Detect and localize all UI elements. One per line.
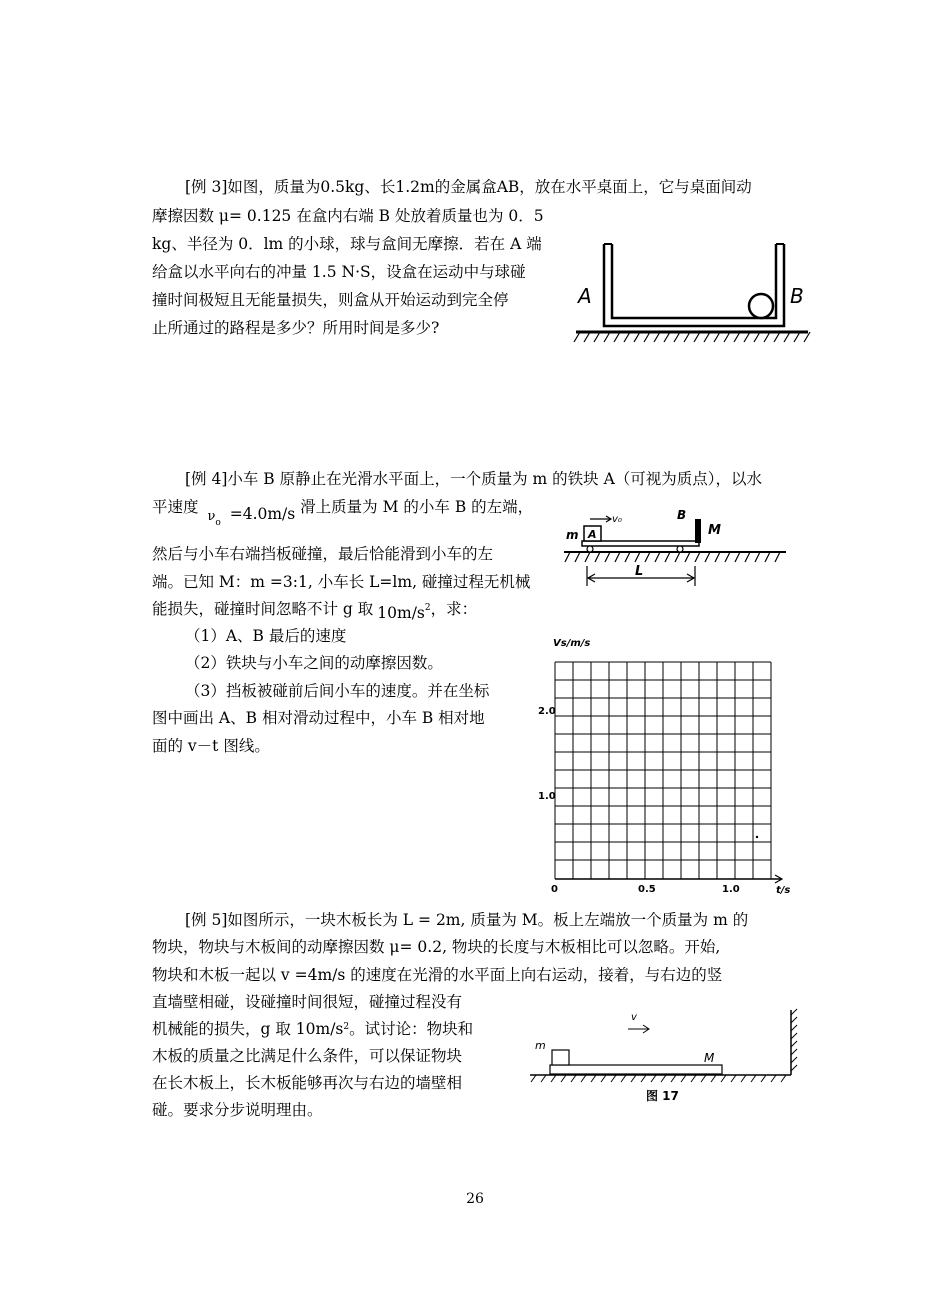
label-b: B: [790, 284, 804, 308]
ex5-line-7: 在长木板上，长木板能够再次与右边的墙壁相: [152, 1074, 463, 1092]
ball-shape: [749, 294, 773, 318]
y-tick-1: 1.0: [538, 791, 556, 802]
length-l-label: L: [635, 564, 644, 579]
page-number: 26: [466, 1191, 484, 1207]
graph-y-label: Vs/m/s: [553, 638, 591, 649]
ex5-line-5: 机械能的损失，g 取 $10m/s^2$。试讨论：物块和: [152, 1020, 474, 1038]
ex5-line-4: 直墙壁相碰，设碰撞时间很短，碰撞过程没有: [152, 993, 463, 1011]
board-m-label: M: [704, 1051, 715, 1065]
ex4-line-3: 然后与小车右端挡板碰撞，最后恰能滑到小车的左: [152, 545, 494, 563]
cart-b-label: B: [677, 508, 687, 522]
ex4-q3-b: 图中画出 A、B 相对滑动过程中，小车 B 相对地: [152, 709, 485, 727]
ex5-line-6: 木板的质量之比满足什么条件，可以保证物块: [152, 1047, 463, 1065]
mass-m-label: m: [566, 528, 579, 542]
ex4-line-4: 端。已知 M：m =3:1, 小车长 L=lm, 碰撞过程无机械: [152, 573, 531, 591]
ex4-q3-a: （3）挡板被碰前后间小车的速度。并在坐标: [185, 682, 490, 700]
ex4-vt-graph: [535, 632, 815, 897]
block-a-label: A: [588, 528, 597, 541]
x-tick-10: 1.0: [722, 884, 740, 895]
ex4-line-2: 平速度 $_{\nu o}$ =4.0m/s 滑上质量为 M 的小车 B 的左端，: [152, 498, 534, 528]
ex5-line-1: [例 5]如图所示，一块木板长为 L = 2m, 质量为 M。板上左端放一个质量为 m 的: [185, 911, 749, 929]
ex3-line-2: 摩擦因数 μ= 0.125 在盒内右端 B 处放着质量也为 0．5: [152, 207, 544, 225]
velocity-label: v: [631, 1012, 637, 1023]
ex3-box-figure: [572, 236, 812, 348]
ex4-q2: （2）铁块与小车之间的动摩擦因数。: [185, 654, 443, 672]
ex5-line-8: 碰。要求分步说明理由。: [152, 1101, 323, 1119]
ex4-line-5: 能损失，碰撞时间忽略不计 g 取 $10m/s^2$，求：: [152, 600, 478, 622]
ex3-line-1: [例 3]如图，质量为0.5kg、长1.2m的金属盒AB，放在水平桌面上，它与桌面间动: [185, 178, 752, 196]
graph-x-label: t/s: [776, 885, 791, 896]
label-a: A: [578, 284, 592, 308]
ex3-line-3: kg、半径为 0．lm 的小球，球与盒间无摩擦．若在 A 端: [152, 235, 542, 253]
ex4-line-1: [例 4]小车 B 原静止在光滑水平面上，一个质量为 m 的铁块 A（可视为质点），以水: [185, 470, 763, 488]
x-tick-0: 0: [551, 884, 558, 895]
ex4-q1: （1）A、B 最后的速度: [185, 627, 347, 645]
ex4-q3-c: 面的 v－t 图线。: [152, 737, 270, 755]
block-m-label: m: [535, 1039, 546, 1052]
v0-label: v₀: [612, 514, 622, 525]
ex3-line-4: 给盒以水平向右的冲量 1.5 N·S，设盒在运动中与球碰: [152, 263, 526, 281]
figure-caption: 图 17: [646, 1089, 679, 1103]
ex3-line-6: 止所通过的路程是多少？所用时间是多少?: [152, 319, 440, 337]
x-tick-05: 0.5: [638, 884, 656, 895]
ex5-board-figure: [528, 1005, 800, 1110]
ex3-line-5: 撞时间极短且无能量损失，则盒从开始运动到完全停: [152, 291, 509, 309]
ex5-line-3: 物块和木板一起以 v =4m/s 的速度在光滑的水平面上向右运动，接着，与右边的竖: [152, 966, 723, 984]
cart-mass-label: M: [708, 523, 721, 538]
ex5-line-2: 物块，物块与木板间的动摩擦因数 μ= 0.2, 物块的长度与木板相比可以忽略。开始,: [152, 938, 721, 956]
y-tick-2: 2.0: [538, 706, 556, 717]
ex4-cart-figure: [560, 508, 790, 593]
